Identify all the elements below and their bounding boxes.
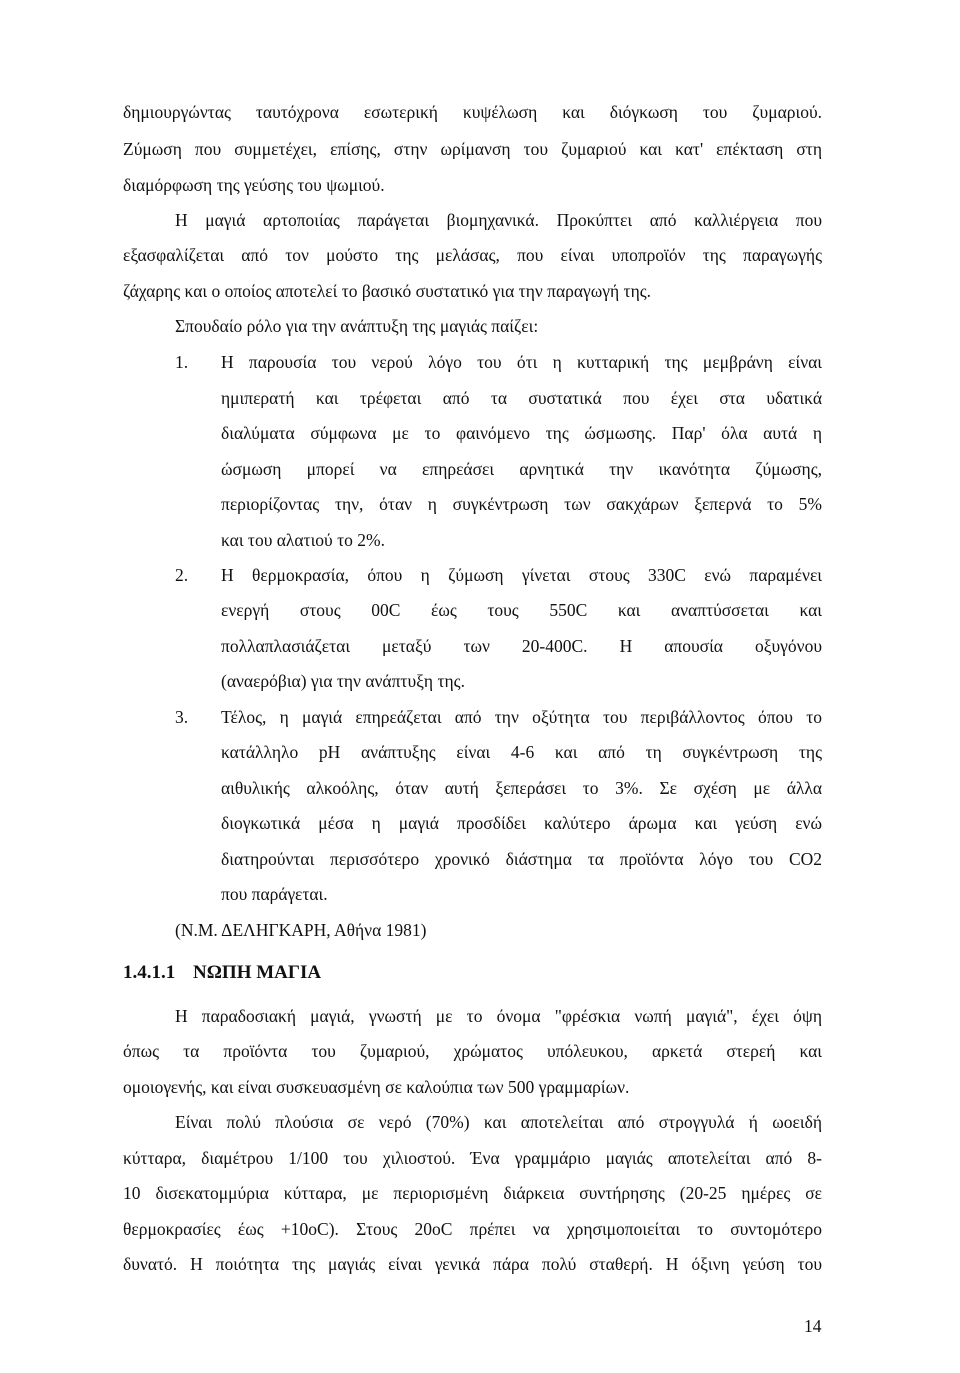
- section-number: 1.4.1.1: [123, 962, 176, 983]
- intro-line-2: Ζύμωση που συμμετέχει, επίσης, στην ωρίμανση του ζυμαριού και κατ' επέκταση στη: [123, 139, 822, 159]
- factor-2-number: 2.: [175, 565, 189, 585]
- factor-3-line-1: Τέλος, η μαγιά επηρεάζεται από την οξύτητα του περιβάλλοντος όπου το: [221, 707, 822, 727]
- factor-2-line-2: ενεργή στους 00C έως τους 550C και αναπτύσσεται και: [221, 600, 822, 620]
- page-number: 14: [804, 1316, 822, 1336]
- factors-intro: Σπουδαίο ρόλο για την ανάπτυξη της μαγιάς παίζει:: [175, 316, 539, 336]
- fresh-line-3: ομοιογενής, και είναι συσκευασμένη σε καλούπια των 500 γραμμαρίων.: [123, 1077, 630, 1097]
- factor-2-line-1: Η θερμοκρασία, όπου η ζύμωση γίνεται στους 330C ενώ παραμένει: [221, 565, 822, 585]
- citation: (Ν.Μ. ΔΕΛΗΓΚΑΡΗ, Αθήνα 1981): [175, 920, 427, 940]
- water-line-1: Είναι πολύ πλούσια σε νερό (70%) και αποτελείται από στρογγυλά ή ωοειδή: [175, 1112, 822, 1132]
- section-title: ΝΩΠΗ ΜΑΓΙΑ: [193, 962, 322, 983]
- factor-1-number: 1.: [175, 352, 189, 372]
- factor-2-line-4: (αναερόβια) για την ανάπτυξη της.: [221, 671, 465, 691]
- factor-3-number: 3.: [175, 707, 189, 727]
- factor-1-line-1: Η παρουσία του νερού λόγο του ότι η κυτταρική της μεμβράνη είναι: [221, 352, 822, 372]
- industrial-line-1: Η μαγιά αρτοποιίας παράγεται βιομηχανικά. Προκύπτει από καλλιέργεια που: [175, 210, 822, 230]
- factor-3-line-2: κατάλληλο pH ανάπτυξης είναι 4-6 και από τη συγκέντρωση της: [221, 742, 822, 762]
- factor-3-line-3: αιθυλικής αλκοόλης, όταν αυτή ξεπεράσει το 3%. Σε σχέση με άλλα: [221, 778, 822, 798]
- factor-1-line-6: και του αλατιού το 2%.: [221, 530, 385, 550]
- water-line-4: θερμοκρασίες έως +10oC). Στους 20oC πρέπει να χρησιμοποιείται το συντομότερο: [123, 1219, 822, 1239]
- factor-2-line-3: πολλαπλασιάζεται μεταξύ των 20-400C. Η απουσία οξυγόνου: [221, 636, 822, 656]
- water-line-2: κύτταρα, διαμέτρου 1/100 του χιλιοστού. Ένα γραμμάριο μαγιάς αποτελείται από 8-: [123, 1148, 822, 1168]
- factor-1-line-5: περιορίζοντας την, όταν η συγκέντρωση των σακχάρων ξεπερνά το 5%: [221, 494, 822, 514]
- factor-1-line-4: ώσμωση μπορεί να επηρεάσει αρνητικά την ικανότητα ζύμωσης,: [221, 459, 822, 479]
- industrial-line-3: ζάχαρης και ο οποίος αποτελεί το βασικό συστατικό για την παραγωγή της.: [123, 281, 652, 301]
- water-line-5: δυνατό. Η ποιότητα της μαγιάς είναι γενικά πάρα πολύ σταθερή. Η όξινη γεύση του: [123, 1254, 822, 1274]
- fresh-line-2: όπως τα προϊόντα του ζυμαριού, χρώματος υπόλευκου, αρκετά στερεή και: [123, 1041, 822, 1061]
- water-line-3: 10 δισεκατομμύρια κύτταρα, με περιορισμένη διάρκεια συντήρησης (20-25 ημέρες σε: [123, 1183, 822, 1203]
- intro-line-3: διαμόρφωση της γεύσης του ψωμιού.: [123, 175, 385, 195]
- factor-1-line-3: διαλύματα σύμφωνα με το φαινόμενο της ώσμωσης. Παρ' όλα αυτά η: [221, 423, 822, 443]
- factor-3-line-5: διατηρούνται περισσότερο χρονικό διάστημα τα προϊόντα λόγο του CO2: [221, 849, 822, 869]
- intro-line-1: δημιουργώντας ταυτόχρονα εσωτερική κυψέλωση και διόγκωση του ζυμαριού.: [123, 102, 822, 122]
- industrial-line-2: εξασφαλίζεται από τον μούστο της μελάσας, που είναι υποπροϊόν της παραγωγής: [123, 245, 822, 265]
- fresh-line-1: Η παραδοσιακή μαγιά, γνωστή με το όνομα "φρέσκια νωπή μαγιά", έχει όψη: [175, 1006, 822, 1026]
- factor-3-line-6: που παράγεται.: [221, 884, 328, 904]
- section-heading: [123, 960, 321, 986]
- factor-3-line-4: διογκωτικά μέσα η μαγιά προσδίδει καλύτερο άρωμα και γεύση ενώ: [221, 813, 822, 833]
- factor-1-line-2: ημιπερατή και τρέφεται από τα συστατικά που έχει στα υδατικά: [221, 388, 822, 408]
